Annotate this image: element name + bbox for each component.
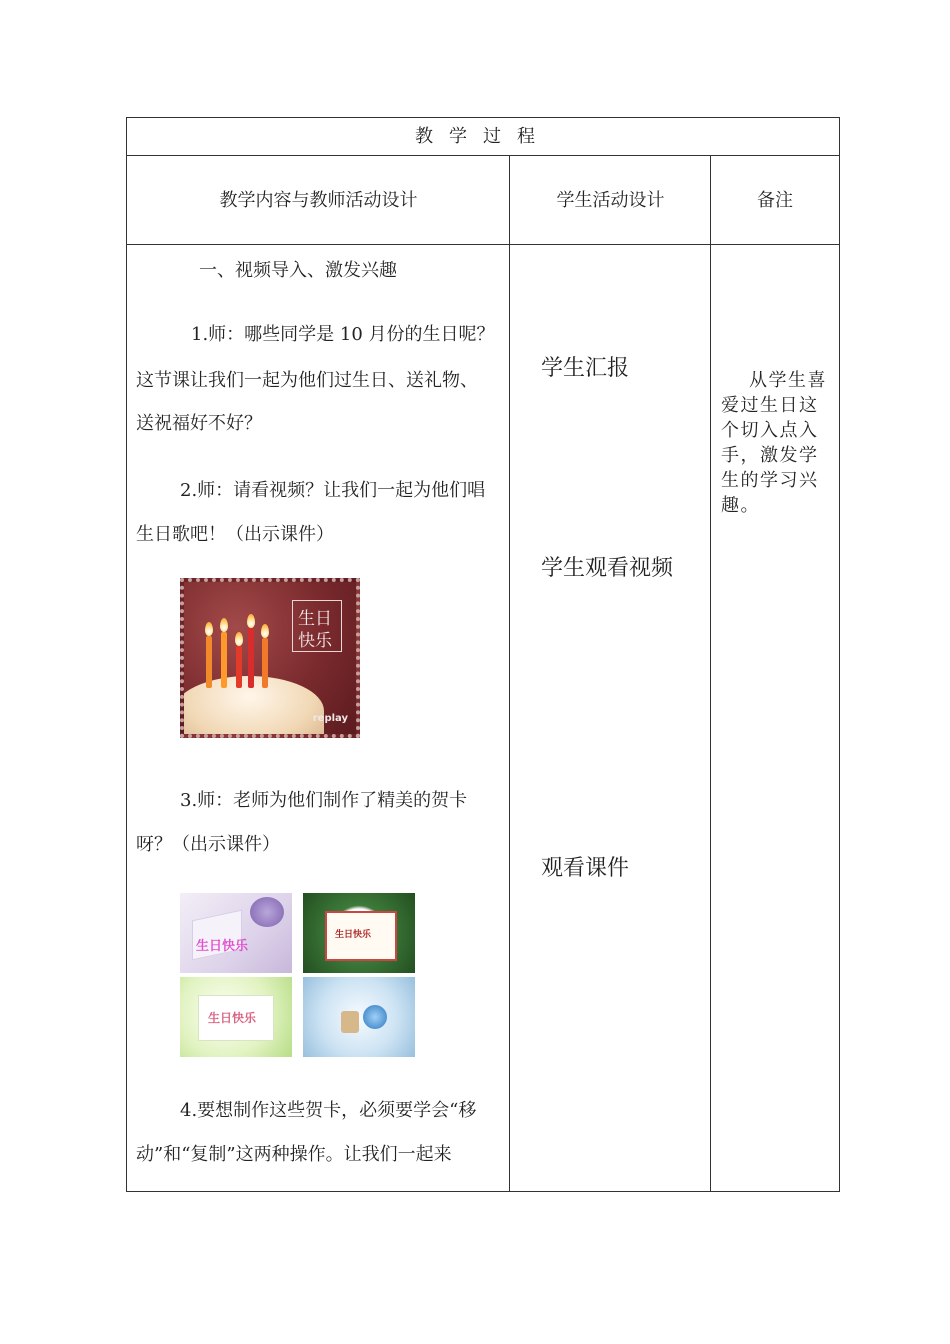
flame — [235, 632, 243, 646]
column-divider — [509, 156, 510, 1191]
header-student: 学生活动设计 — [556, 190, 665, 211]
lesson-table — [126, 117, 840, 1192]
paragraph-4-line-2: 动”和“复制”这两种操作。让我们一起来 — [136, 1144, 452, 1165]
divider — [127, 244, 839, 245]
card-text: 生日快乐 — [335, 930, 372, 940]
header-note: 备注 — [757, 190, 793, 211]
paragraph-3-line-2: 呀？（出示课件） — [136, 834, 280, 855]
student-activity-report: 学生汇报 — [541, 356, 630, 381]
note-text — [721, 368, 837, 518]
table-title: 教学过程 — [415, 126, 551, 147]
flame — [247, 614, 255, 628]
paragraph-2-line-1: 2.师：请看视频？让我们一起为他们唱 — [180, 480, 486, 501]
note-content: 从学生喜爱过生日这个切入点入手，激发学生的学习兴趣。 — [721, 370, 827, 516]
gift-decoration — [341, 1011, 359, 1033]
card-text: 生日快乐 — [196, 939, 249, 954]
card-text: 生日快乐 — [208, 1011, 257, 1025]
candle — [221, 632, 227, 688]
paragraph-2-line-2: 生日歌吧！（出示课件） — [136, 524, 334, 545]
candle — [236, 646, 242, 688]
student-activity-video: 学生观看视频 — [541, 556, 674, 581]
header-teacher: 教学内容与教师活动设计 — [219, 190, 418, 211]
greeting-card-image — [303, 893, 415, 973]
cake-text: 生日 — [298, 609, 332, 629]
paragraph-3-line-1: 3.师：老师为他们制作了精美的贺卡 — [180, 790, 468, 811]
greeting-card-image — [303, 977, 415, 1057]
section-title: 一、视频导入、激发兴趣 — [199, 260, 397, 281]
column-divider — [710, 156, 711, 1191]
paragraph-1-line-2: 这节课让我们一起为他们过生日、送礼物、 — [136, 370, 478, 391]
flame — [205, 622, 213, 636]
flower-decoration — [250, 897, 284, 927]
paragraph-1-line-1: 1.师：哪些同学是 10 月份的生日呢？ — [191, 324, 495, 345]
candle — [206, 636, 212, 688]
birthday-cake-image — [180, 578, 360, 738]
paragraph-1-line-3: 送祝福好不好？ — [136, 413, 262, 434]
cake-text: 快乐 — [298, 631, 332, 651]
replay-label: replay — [312, 713, 348, 724]
candle — [262, 638, 268, 688]
flame — [261, 624, 269, 638]
flame — [220, 618, 228, 632]
greeting-card-image — [180, 977, 292, 1057]
student-activity-courseware: 观看课件 — [541, 856, 630, 881]
greeting-card-image — [180, 893, 292, 973]
paragraph-4-line-1: 4.要想制作这些贺卡，必须要学会“移 — [180, 1100, 477, 1121]
candle — [248, 628, 254, 688]
ornament-decoration — [363, 1005, 387, 1029]
